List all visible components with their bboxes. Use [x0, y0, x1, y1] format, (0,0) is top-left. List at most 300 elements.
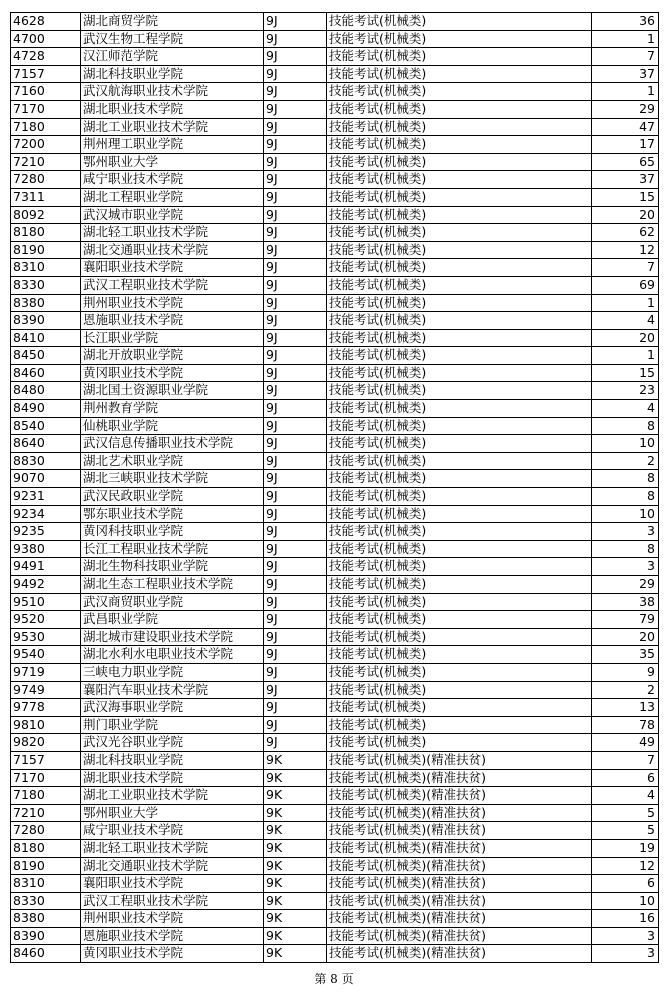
plan-count-cell: 35: [592, 646, 659, 664]
batch-code-cell: 9J: [264, 628, 327, 646]
batch-code-cell: 9J: [264, 48, 327, 66]
exam-type-cell: 技能考试(机械类): [327, 100, 592, 118]
table-row: [11, 576, 659, 594]
plan-count-cell: 1: [592, 347, 659, 365]
exam-type-cell: 技能考试(机械类)(精准扶贫): [327, 769, 592, 787]
exam-type-cell: 技能考试(机械类): [327, 312, 592, 330]
plan-count-cell: 5: [592, 804, 659, 822]
school-name-cell: 长江工程职业技术学院: [81, 540, 264, 558]
plan-count-cell: 3: [592, 523, 659, 541]
school-code-cell: 8480: [11, 382, 81, 400]
school-name-cell: 武昌职业学院: [81, 611, 264, 629]
batch-code-cell: 9J: [264, 716, 327, 734]
plan-count-cell: 8: [592, 540, 659, 558]
school-code-cell: 9231: [11, 488, 81, 506]
exam-type-cell: 技能考试(机械类): [327, 576, 592, 594]
table-row: [11, 488, 659, 506]
school-code-cell: 7157: [11, 65, 81, 83]
school-name-cell: 武汉生物工程学院: [81, 30, 264, 48]
batch-code-cell: 9K: [264, 769, 327, 787]
table-row: [11, 171, 659, 189]
school-code-cell: 9492: [11, 576, 81, 594]
school-name-cell: 汉江师范学院: [81, 48, 264, 66]
school-code-cell: 8450: [11, 347, 81, 365]
table-row: [11, 910, 659, 928]
batch-code-cell: 9J: [264, 294, 327, 312]
plan-count-cell: 20: [592, 329, 659, 347]
table-row: [11, 751, 659, 769]
school-name-cell: 长江职业学院: [81, 329, 264, 347]
school-name-cell: 恩施职业技术学院: [81, 312, 264, 330]
school-name-cell: 湖北职业技术学院: [81, 100, 264, 118]
plan-count-cell: 10: [592, 505, 659, 523]
school-name-cell: 咸宁职业技术学院: [81, 822, 264, 840]
batch-code-cell: 9J: [264, 241, 327, 259]
batch-code-cell: 9J: [264, 100, 327, 118]
school-name-cell: 湖北国土资源职业学院: [81, 382, 264, 400]
school-code-cell: 7210: [11, 153, 81, 171]
table-row: [11, 382, 659, 400]
batch-code-cell: 9J: [264, 276, 327, 294]
plan-count-cell: 62: [592, 224, 659, 242]
exam-type-cell: 技能考试(机械类)(精准扶贫): [327, 927, 592, 945]
school-name-cell: 鄂州职业大学: [81, 153, 264, 171]
school-code-cell: 9530: [11, 628, 81, 646]
exam-type-cell: 技能考试(机械类): [327, 13, 592, 31]
school-code-cell: 8190: [11, 241, 81, 259]
batch-code-cell: 9J: [264, 681, 327, 699]
exam-type-cell: 技能考试(机械类): [327, 435, 592, 453]
school-code-cell: 7210: [11, 804, 81, 822]
school-code-cell: 8330: [11, 892, 81, 910]
school-code-cell: 7157: [11, 751, 81, 769]
plan-count-cell: 17: [592, 136, 659, 154]
batch-code-cell: 9J: [264, 611, 327, 629]
school-name-cell: 荆门职业学院: [81, 716, 264, 734]
school-code-cell: 9234: [11, 505, 81, 523]
school-name-cell: 三峡电力职业学院: [81, 663, 264, 681]
table-row: [11, 364, 659, 382]
batch-code-cell: 9J: [264, 699, 327, 717]
school-code-cell: 7180: [11, 118, 81, 136]
school-name-cell: 湖北生物科技职业学院: [81, 558, 264, 576]
table-row: [11, 663, 659, 681]
exam-type-cell: 技能考试(机械类): [327, 241, 592, 259]
plan-count-cell: 7: [592, 48, 659, 66]
school-name-cell: 湖北三峡职业技术学院: [81, 470, 264, 488]
plan-count-cell: 6: [592, 769, 659, 787]
school-code-cell: 4728: [11, 48, 81, 66]
exam-type-cell: 技能考试(机械类): [327, 523, 592, 541]
batch-code-cell: 9J: [264, 593, 327, 611]
plan-count-cell: 3: [592, 927, 659, 945]
school-code-cell: 7280: [11, 822, 81, 840]
exam-type-cell: 技能考试(机械类): [327, 329, 592, 347]
plan-count-cell: 7: [592, 751, 659, 769]
table-row: [11, 699, 659, 717]
plan-count-cell: 69: [592, 276, 659, 294]
plan-count-cell: 65: [592, 153, 659, 171]
exam-type-cell: 技能考试(机械类): [327, 470, 592, 488]
table-row: [11, 188, 659, 206]
school-name-cell: 湖北工业职业技术学院: [81, 118, 264, 136]
school-name-cell: 黄冈科技职业学院: [81, 523, 264, 541]
batch-code-cell: 9J: [264, 558, 327, 576]
exam-type-cell: 技能考试(机械类): [327, 48, 592, 66]
plan-count-cell: 15: [592, 364, 659, 382]
batch-code-cell: 9J: [264, 347, 327, 365]
batch-code-cell: 9K: [264, 787, 327, 805]
plan-count-cell: 10: [592, 892, 659, 910]
school-name-cell: 湖北生态工程职业技术学院: [81, 576, 264, 594]
batch-code-cell: 9J: [264, 646, 327, 664]
school-name-cell: 武汉城市职业学院: [81, 206, 264, 224]
exam-type-cell: 技能考试(机械类)(精准扶贫): [327, 857, 592, 875]
school-code-cell: 7170: [11, 769, 81, 787]
plan-count-cell: 37: [592, 65, 659, 83]
school-code-cell: 8830: [11, 452, 81, 470]
plan-count-cell: 37: [592, 171, 659, 189]
plan-count-cell: 8: [592, 417, 659, 435]
school-name-cell: 仙桃职业学院: [81, 417, 264, 435]
school-code-cell: 9380: [11, 540, 81, 558]
school-name-cell: 襄阳职业技术学院: [81, 259, 264, 277]
table-row: [11, 276, 659, 294]
table-row: [11, 716, 659, 734]
exam-type-cell: 技能考试(机械类): [327, 65, 592, 83]
exam-type-cell: 技能考试(机械类): [327, 505, 592, 523]
batch-code-cell: 9J: [264, 206, 327, 224]
school-name-cell: 荆州教育学院: [81, 400, 264, 418]
table-row: [11, 593, 659, 611]
plan-count-cell: 3: [592, 945, 659, 963]
batch-code-cell: 9J: [264, 259, 327, 277]
batch-code-cell: 9J: [264, 417, 327, 435]
exam-type-cell: 技能考试(机械类): [327, 188, 592, 206]
exam-type-cell: 技能考试(机械类)(精准扶贫): [327, 787, 592, 805]
plan-count-cell: 20: [592, 206, 659, 224]
plan-count-cell: 4: [592, 787, 659, 805]
school-code-cell: 9749: [11, 681, 81, 699]
school-name-cell: 荆州理工职业学院: [81, 136, 264, 154]
batch-code-cell: 9K: [264, 945, 327, 963]
school-code-cell: 4700: [11, 30, 81, 48]
plan-count-cell: 38: [592, 593, 659, 611]
table-row: [11, 470, 659, 488]
plan-count-cell: 8: [592, 470, 659, 488]
plan-count-cell: 5: [592, 822, 659, 840]
plan-count-cell: 1: [592, 294, 659, 312]
exam-type-cell: 技能考试(机械类): [327, 540, 592, 558]
table-row: [11, 417, 659, 435]
table-row: [11, 329, 659, 347]
plan-count-cell: 10: [592, 435, 659, 453]
table-row: [11, 83, 659, 101]
batch-code-cell: 9J: [264, 224, 327, 242]
batch-code-cell: 9J: [264, 30, 327, 48]
school-code-cell: 7170: [11, 100, 81, 118]
school-code-cell: 9520: [11, 611, 81, 629]
plan-count-cell: 12: [592, 241, 659, 259]
exam-type-cell: 技能考试(机械类)(精准扶贫): [327, 875, 592, 893]
plan-count-cell: 29: [592, 100, 659, 118]
exam-type-cell: 技能考试(机械类): [327, 699, 592, 717]
batch-code-cell: 9J: [264, 452, 327, 470]
batch-code-cell: 9J: [264, 470, 327, 488]
exam-type-cell: 技能考试(机械类): [327, 400, 592, 418]
table-row: [11, 822, 659, 840]
table-row: [11, 118, 659, 136]
batch-code-cell: 9J: [264, 136, 327, 154]
table-row: [11, 769, 659, 787]
batch-code-cell: 9J: [264, 188, 327, 206]
school-code-cell: 9540: [11, 646, 81, 664]
school-name-cell: 湖北科技职业学院: [81, 751, 264, 769]
plan-count-cell: 7: [592, 259, 659, 277]
school-code-cell: 8490: [11, 400, 81, 418]
school-name-cell: 武汉民政职业学院: [81, 488, 264, 506]
table-row: [11, 206, 659, 224]
table-row: [11, 30, 659, 48]
plan-count-cell: 8: [592, 488, 659, 506]
batch-code-cell: 9K: [264, 910, 327, 928]
school-name-cell: 湖北水利水电职业技术学院: [81, 646, 264, 664]
plan-count-cell: 1: [592, 83, 659, 101]
exam-type-cell: 技能考试(机械类)(精准扶贫): [327, 751, 592, 769]
exam-type-cell: 技能考试(机械类): [327, 646, 592, 664]
school-code-cell: 8390: [11, 927, 81, 945]
exam-type-cell: 技能考试(机械类)(精准扶贫): [327, 822, 592, 840]
school-code-cell: 8410: [11, 329, 81, 347]
exam-type-cell: 技能考试(机械类): [327, 153, 592, 171]
table-row: [11, 787, 659, 805]
school-code-cell: 8330: [11, 276, 81, 294]
admission-table: [10, 12, 659, 963]
exam-type-cell: 技能考试(机械类): [327, 628, 592, 646]
exam-type-cell: 技能考试(机械类): [327, 136, 592, 154]
table-row: [11, 452, 659, 470]
school-name-cell: 湖北轻工职业技术学院: [81, 224, 264, 242]
school-code-cell: 8310: [11, 259, 81, 277]
plan-count-cell: 19: [592, 839, 659, 857]
exam-type-cell: 技能考试(机械类)(精准扶贫): [327, 839, 592, 857]
batch-code-cell: 9J: [264, 523, 327, 541]
plan-count-cell: 1: [592, 30, 659, 48]
school-name-cell: 湖北交通职业技术学院: [81, 857, 264, 875]
school-name-cell: 湖北科技职业学院: [81, 65, 264, 83]
plan-count-cell: 29: [592, 576, 659, 594]
exam-type-cell: 技能考试(机械类): [327, 30, 592, 48]
school-name-cell: 武汉航海职业技术学院: [81, 83, 264, 101]
table-row: [11, 927, 659, 945]
school-name-cell: 黄冈职业技术学院: [81, 945, 264, 963]
exam-type-cell: 技能考试(机械类): [327, 294, 592, 312]
table-row: [11, 136, 659, 154]
school-code-cell: 7160: [11, 83, 81, 101]
exam-type-cell: 技能考试(机械类): [327, 716, 592, 734]
table-row: [11, 804, 659, 822]
batch-code-cell: 9J: [264, 83, 327, 101]
table-row: [11, 540, 659, 558]
table-row: [11, 347, 659, 365]
table-row: [11, 734, 659, 752]
exam-type-cell: 技能考试(机械类): [327, 593, 592, 611]
plan-count-cell: 15: [592, 188, 659, 206]
exam-type-cell: 技能考试(机械类): [327, 118, 592, 136]
school-name-cell: 恩施职业技术学院: [81, 927, 264, 945]
batch-code-cell: 9K: [264, 892, 327, 910]
school-code-cell: 8180: [11, 839, 81, 857]
exam-type-cell: 技能考试(机械类): [327, 224, 592, 242]
exam-type-cell: 技能考试(机械类)(精准扶贫): [327, 804, 592, 822]
exam-type-cell: 技能考试(机械类): [327, 681, 592, 699]
exam-type-cell: 技能考试(机械类)(精准扶贫): [327, 945, 592, 963]
table-row: [11, 628, 659, 646]
plan-count-cell: 3: [592, 558, 659, 576]
exam-type-cell: 技能考试(机械类)(精准扶贫): [327, 910, 592, 928]
school-code-cell: 8390: [11, 312, 81, 330]
plan-count-cell: 23: [592, 382, 659, 400]
batch-code-cell: 9J: [264, 400, 327, 418]
school-code-cell: 8540: [11, 417, 81, 435]
table-row: [11, 294, 659, 312]
batch-code-cell: 9J: [264, 663, 327, 681]
batch-code-cell: 9J: [264, 540, 327, 558]
table-row: [11, 153, 659, 171]
plan-count-cell: 79: [592, 611, 659, 629]
batch-code-cell: 9J: [264, 435, 327, 453]
batch-code-cell: 9J: [264, 329, 327, 347]
school-code-cell: 7311: [11, 188, 81, 206]
page-number: 第 8 页: [314, 972, 354, 986]
school-code-cell: 8640: [11, 435, 81, 453]
school-code-cell: 4628: [11, 13, 81, 31]
exam-type-cell: 技能考试(机械类): [327, 206, 592, 224]
exam-type-cell: 技能考试(机械类): [327, 171, 592, 189]
table-row: [11, 312, 659, 330]
plan-count-cell: 4: [592, 400, 659, 418]
school-code-cell: 8380: [11, 910, 81, 928]
plan-count-cell: 2: [592, 681, 659, 699]
plan-count-cell: 13: [592, 699, 659, 717]
table-row: [11, 945, 659, 963]
school-code-cell: 8310: [11, 875, 81, 893]
table-row: [11, 681, 659, 699]
exam-type-cell: 技能考试(机械类): [327, 488, 592, 506]
batch-code-cell: 9K: [264, 804, 327, 822]
school-name-cell: 湖北商贸学院: [81, 13, 264, 31]
school-code-cell: 9719: [11, 663, 81, 681]
school-code-cell: 9820: [11, 734, 81, 752]
batch-code-cell: 9J: [264, 13, 327, 31]
school-name-cell: 湖北交通职业技术学院: [81, 241, 264, 259]
school-code-cell: 8380: [11, 294, 81, 312]
table-row: [11, 435, 659, 453]
school-name-cell: 武汉商贸职业学院: [81, 593, 264, 611]
batch-code-cell: 9K: [264, 875, 327, 893]
school-code-cell: 9778: [11, 699, 81, 717]
school-code-cell: 7280: [11, 171, 81, 189]
exam-type-cell: 技能考试(机械类)(精准扶贫): [327, 892, 592, 910]
batch-code-cell: 9J: [264, 364, 327, 382]
exam-type-cell: 技能考试(机械类): [327, 417, 592, 435]
school-name-cell: 湖北城市建设职业技术学院: [81, 628, 264, 646]
table-row: [11, 523, 659, 541]
school-name-cell: 荆州职业技术学院: [81, 294, 264, 312]
school-name-cell: 襄阳汽车职业技术学院: [81, 681, 264, 699]
school-name-cell: 湖北开放职业学院: [81, 347, 264, 365]
school-name-cell: 荆州职业技术学院: [81, 910, 264, 928]
exam-type-cell: 技能考试(机械类): [327, 259, 592, 277]
plan-count-cell: 16: [592, 910, 659, 928]
school-code-cell: 8460: [11, 945, 81, 963]
school-name-cell: 湖北工业职业技术学院: [81, 787, 264, 805]
school-name-cell: 鄂州职业大学: [81, 804, 264, 822]
table-row: [11, 611, 659, 629]
school-code-cell: 8180: [11, 224, 81, 242]
school-code-cell: 8190: [11, 857, 81, 875]
school-name-cell: 襄阳职业技术学院: [81, 875, 264, 893]
batch-code-cell: 9J: [264, 382, 327, 400]
batch-code-cell: 9K: [264, 927, 327, 945]
table-row: [11, 839, 659, 857]
plan-count-cell: 78: [592, 716, 659, 734]
exam-type-cell: 技能考试(机械类): [327, 734, 592, 752]
batch-code-cell: 9J: [264, 576, 327, 594]
school-name-cell: 湖北艺术职业学院: [81, 452, 264, 470]
school-name-cell: 咸宁职业技术学院: [81, 171, 264, 189]
school-name-cell: 湖北工程职业学院: [81, 188, 264, 206]
school-code-cell: 8460: [11, 364, 81, 382]
batch-code-cell: 9J: [264, 65, 327, 83]
school-code-cell: 7200: [11, 136, 81, 154]
plan-count-cell: 47: [592, 118, 659, 136]
table-row: [11, 259, 659, 277]
batch-code-cell: 9J: [264, 312, 327, 330]
school-name-cell: 武汉信息传播职业技术学院: [81, 435, 264, 453]
table-row: [11, 875, 659, 893]
table-row: [11, 100, 659, 118]
batch-code-cell: 9K: [264, 751, 327, 769]
school-code-cell: 9070: [11, 470, 81, 488]
exam-type-cell: 技能考试(机械类): [327, 663, 592, 681]
school-name-cell: 武汉光谷职业学院: [81, 734, 264, 752]
school-code-cell: 9810: [11, 716, 81, 734]
school-name-cell: 湖北轻工职业技术学院: [81, 839, 264, 857]
table-row: [11, 646, 659, 664]
batch-code-cell: 9J: [264, 734, 327, 752]
exam-type-cell: 技能考试(机械类): [327, 382, 592, 400]
table-row: [11, 857, 659, 875]
school-name-cell: 黄冈职业技术学院: [81, 364, 264, 382]
exam-type-cell: 技能考试(机械类): [327, 83, 592, 101]
admission-table-container: [10, 12, 658, 963]
exam-type-cell: 技能考试(机械类): [327, 611, 592, 629]
table-row: [11, 65, 659, 83]
plan-count-cell: 20: [592, 628, 659, 646]
school-code-cell: 9491: [11, 558, 81, 576]
plan-count-cell: 4: [592, 312, 659, 330]
exam-type-cell: 技能考试(机械类): [327, 452, 592, 470]
school-code-cell: 8092: [11, 206, 81, 224]
batch-code-cell: 9J: [264, 171, 327, 189]
school-name-cell: 武汉工程职业技术学院: [81, 276, 264, 294]
table-body: [11, 13, 659, 963]
school-name-cell: 鄂东职业技术学院: [81, 505, 264, 523]
table-row: [11, 224, 659, 242]
table-row: [11, 400, 659, 418]
school-name-cell: 湖北职业技术学院: [81, 769, 264, 787]
